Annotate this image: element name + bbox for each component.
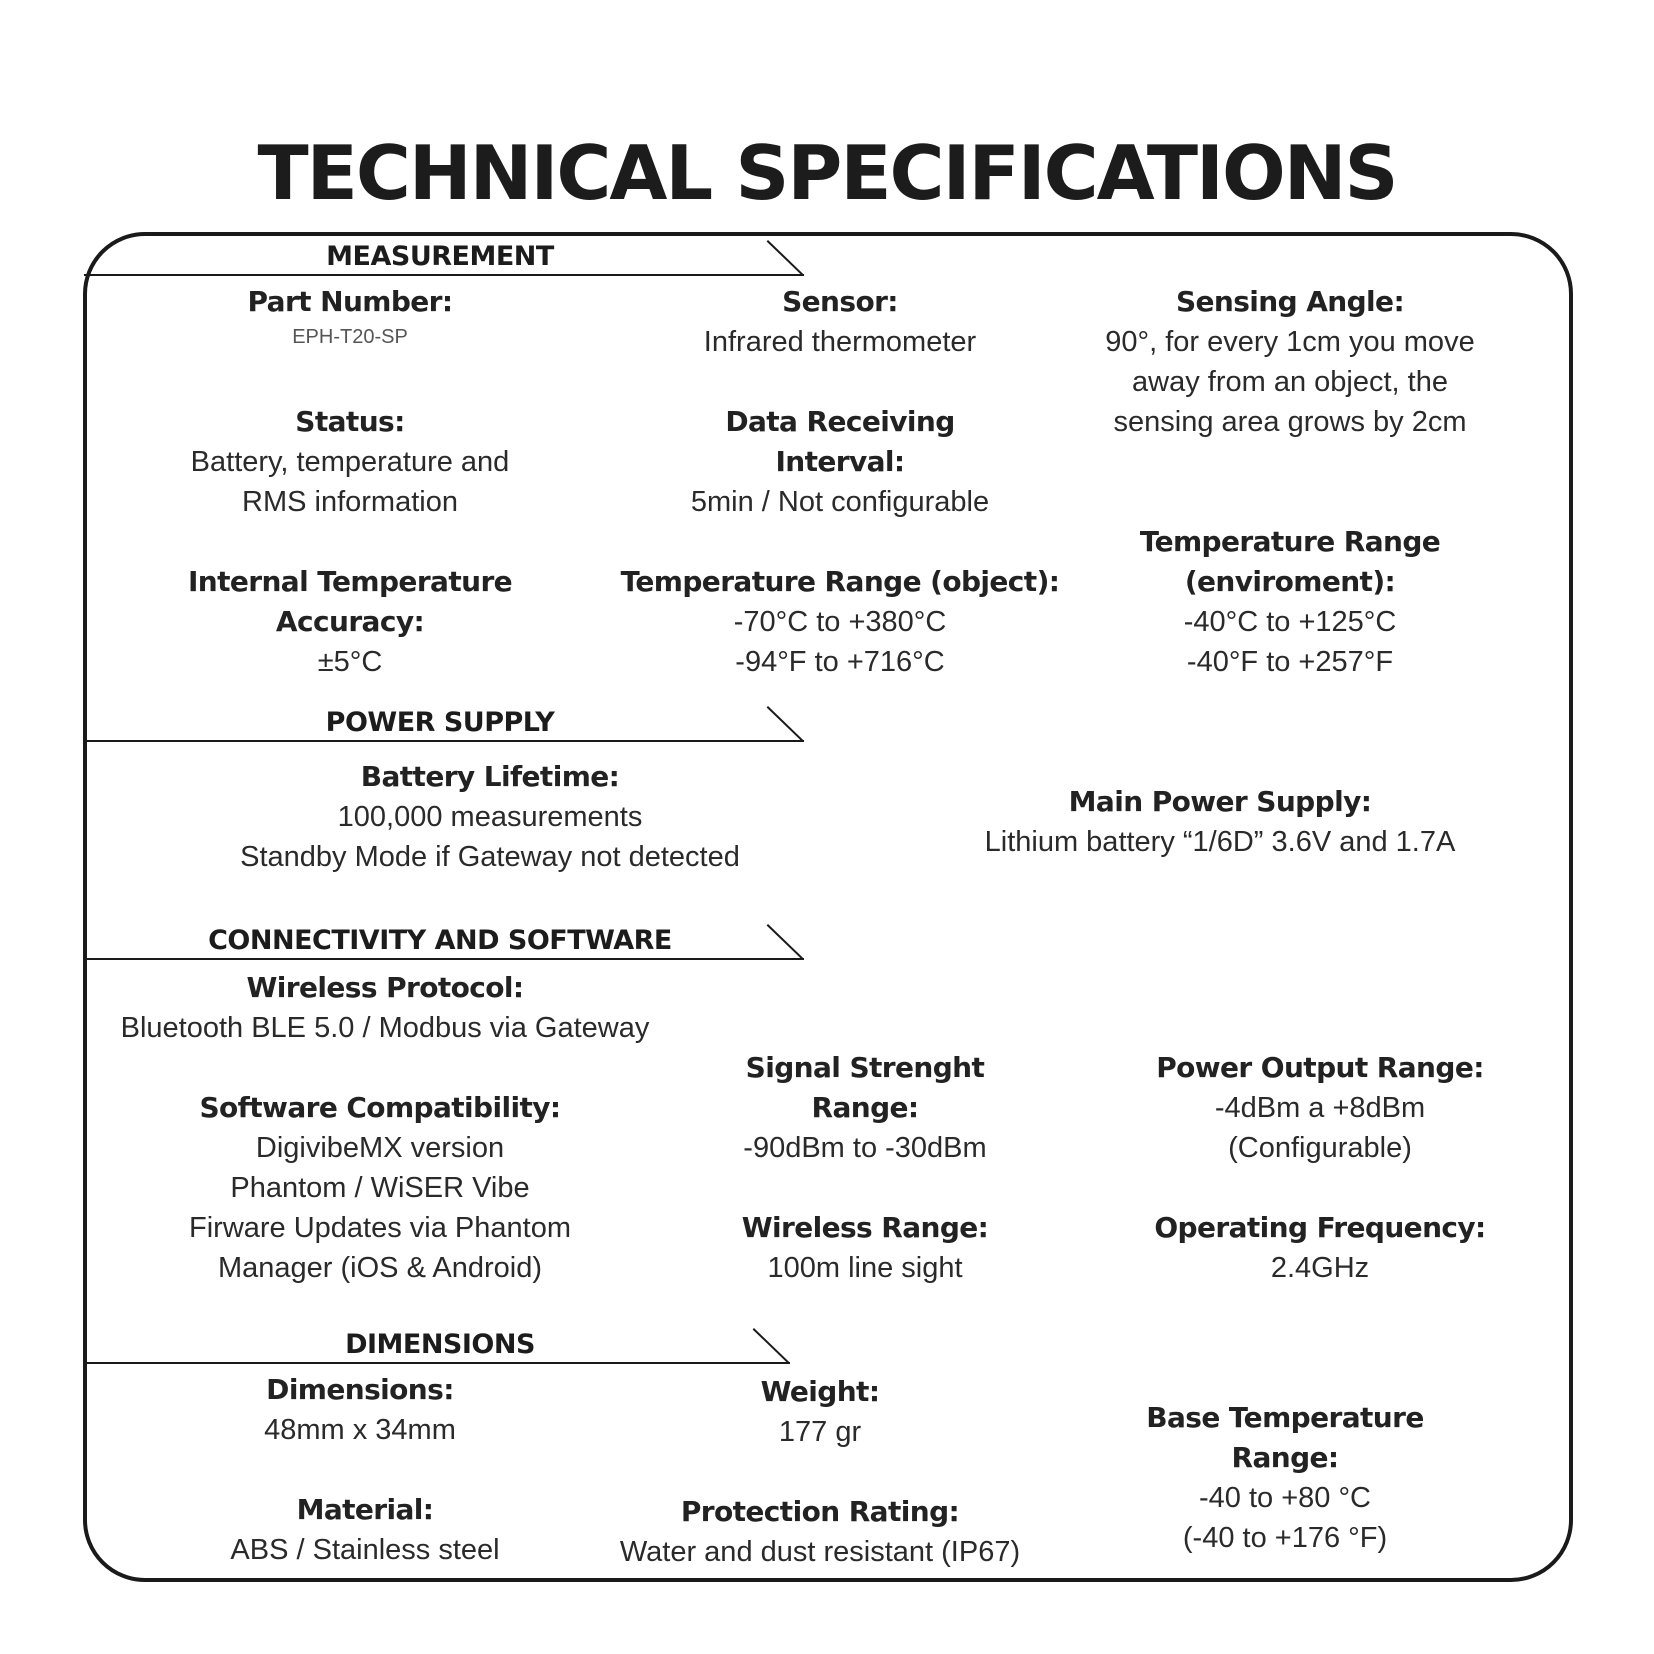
spec-label: Status:: [295, 405, 405, 438]
spec-weight: [640, 1372, 1000, 1452]
spec-wireless-protocol: [100, 968, 670, 1048]
spec-value: ±5°C: [317, 646, 383, 678]
spec-label-line: Signal Strenght: [745, 1051, 985, 1084]
spec-signal-strength: [690, 1048, 1040, 1168]
spec-value-line: Phantom / WiSER Vibe: [230, 1172, 530, 1204]
spec-label: Sensor:: [782, 285, 898, 318]
spec-value-line: DigivibeMX version: [255, 1132, 505, 1164]
section-divider-measurement: [84, 274, 804, 276]
spec-label: Battery Lifetime:: [360, 760, 620, 793]
spec-base-temperature: [1090, 1398, 1480, 1558]
spec-label-line: Accuracy:: [275, 605, 425, 638]
spec-value-line: away from an object, the: [1132, 366, 1448, 398]
spec-label: Power Output Range:: [1156, 1051, 1484, 1084]
spec-label: Sensing Angle:: [1175, 285, 1405, 318]
spec-label: Operating Frequency:: [1154, 1211, 1486, 1244]
spec-material: [180, 1490, 550, 1570]
spec-value-line: 100,000 measurements: [337, 801, 643, 833]
spec-value: ABS / Stainless steel: [230, 1534, 500, 1566]
spec-label: Protection Rating:: [680, 1495, 960, 1528]
section-divider-power-supply: [84, 740, 804, 742]
spec-value: 5min / Not configurable: [690, 486, 990, 518]
spec-sensor: [620, 282, 1060, 362]
section-title-measurement: MEASUREMENT: [326, 241, 554, 272]
spec-value: -90dBm to -30dBm: [743, 1132, 987, 1164]
spec-operating-frequency: [1110, 1208, 1530, 1288]
spec-value: Bluetooth BLE 5.0 / Modbus via Gateway: [120, 1012, 650, 1044]
spec-label: Part Number:: [247, 285, 453, 318]
section-divider-dimensions: [84, 1362, 790, 1364]
spec-value-line: RMS information: [242, 486, 458, 518]
spec-data-interval: [620, 402, 1060, 522]
spec-label-line: Range:: [1231, 1441, 1339, 1474]
spec-power-output: [1110, 1048, 1530, 1168]
spec-label-line: Interval:: [775, 445, 905, 478]
spec-value-line: Standby Mode if Gateway not detected: [240, 841, 740, 873]
spec-value-line: -40 to +80 °C: [1198, 1482, 1371, 1514]
spec-sensing-angle: [1070, 282, 1510, 442]
spec-value-line: (-40 to +176 °F): [1182, 1522, 1388, 1554]
spec-status: [150, 402, 550, 522]
spec-value: 48mm x 34mm: [264, 1414, 456, 1446]
spec-temp-object: [600, 562, 1080, 682]
spec-software-compatibility: [170, 1088, 590, 1288]
spec-value-line: Battery, temperature and: [190, 446, 510, 478]
spec-label-line: Data Receiving: [725, 405, 955, 438]
spec-value: EPH-T20-SP: [292, 326, 408, 348]
spec-part-number: [170, 282, 530, 352]
spec-label: Dimensions:: [266, 1373, 454, 1406]
spec-label-line: Internal Temperature: [187, 565, 513, 598]
spec-value: 2.4GHz: [1270, 1252, 1370, 1284]
spec-value-line: -40°C to +125°C: [1183, 606, 1397, 638]
spec-value-line: -70°C to +380°C: [733, 606, 947, 638]
section-title-power-supply: POWER SUPPLY: [325, 707, 555, 738]
spec-value-line: -40°F to +257°F: [1186, 646, 1394, 678]
spec-label-line: Range:: [811, 1091, 919, 1124]
section-title-connectivity: CONNECTIVITY AND SOFTWARE: [208, 925, 672, 956]
spec-label: Wireless Protocol:: [246, 971, 524, 1004]
spec-label: Temperature Range (object):: [620, 565, 1060, 598]
spec-value: Water and dust resistant (IP67): [619, 1536, 1021, 1568]
section-divider-connectivity: [84, 958, 804, 960]
spec-label-line: Base Temperature: [1146, 1401, 1424, 1434]
spec-battery-lifetime: [190, 757, 790, 877]
spec-value-line: (Configurable): [1228, 1132, 1412, 1164]
section-title-dimensions: DIMENSIONS: [345, 1329, 535, 1360]
spec-label-line: (enviroment):: [1184, 565, 1396, 598]
spec-temp-environment: [1090, 522, 1490, 682]
spec-value: 177 gr: [778, 1416, 862, 1448]
spec-value: 100m line sight: [767, 1252, 963, 1284]
spec-value-line: 90°, for every 1cm you move: [1105, 326, 1475, 358]
spec-label: Wireless Range:: [741, 1211, 989, 1244]
spec-label: Main Power Supply:: [1068, 785, 1372, 818]
page-title: TECHNICAL SPECIFICATIONS: [257, 129, 1397, 217]
spec-label-line: Temperature Range: [1139, 525, 1441, 558]
spec-internal-temp: [150, 562, 550, 682]
spec-value: Lithium battery “1/6D” 3.6V and 1.7A: [984, 826, 1456, 858]
spec-protection-rating: [600, 1492, 1040, 1572]
spec-dimensions: [190, 1370, 530, 1450]
spec-value-line: Manager (iOS & Android): [218, 1252, 542, 1284]
spec-label: Weight:: [760, 1375, 880, 1408]
spec-label: Material:: [296, 1493, 434, 1526]
spec-label: Software Compatibility:: [199, 1091, 561, 1124]
spec-value-line: -4dBm a +8dBm: [1214, 1092, 1426, 1124]
spec-wireless-range: [690, 1208, 1040, 1288]
spec-value-line: Firware Updates via Phantom: [189, 1212, 571, 1244]
spec-value-line: sensing area grows by 2cm: [1113, 406, 1467, 438]
spec-value-line: -94°F to +716°C: [735, 646, 945, 678]
spec-value: Infrared thermometer: [703, 326, 977, 358]
spec-main-power-supply: [960, 782, 1480, 862]
